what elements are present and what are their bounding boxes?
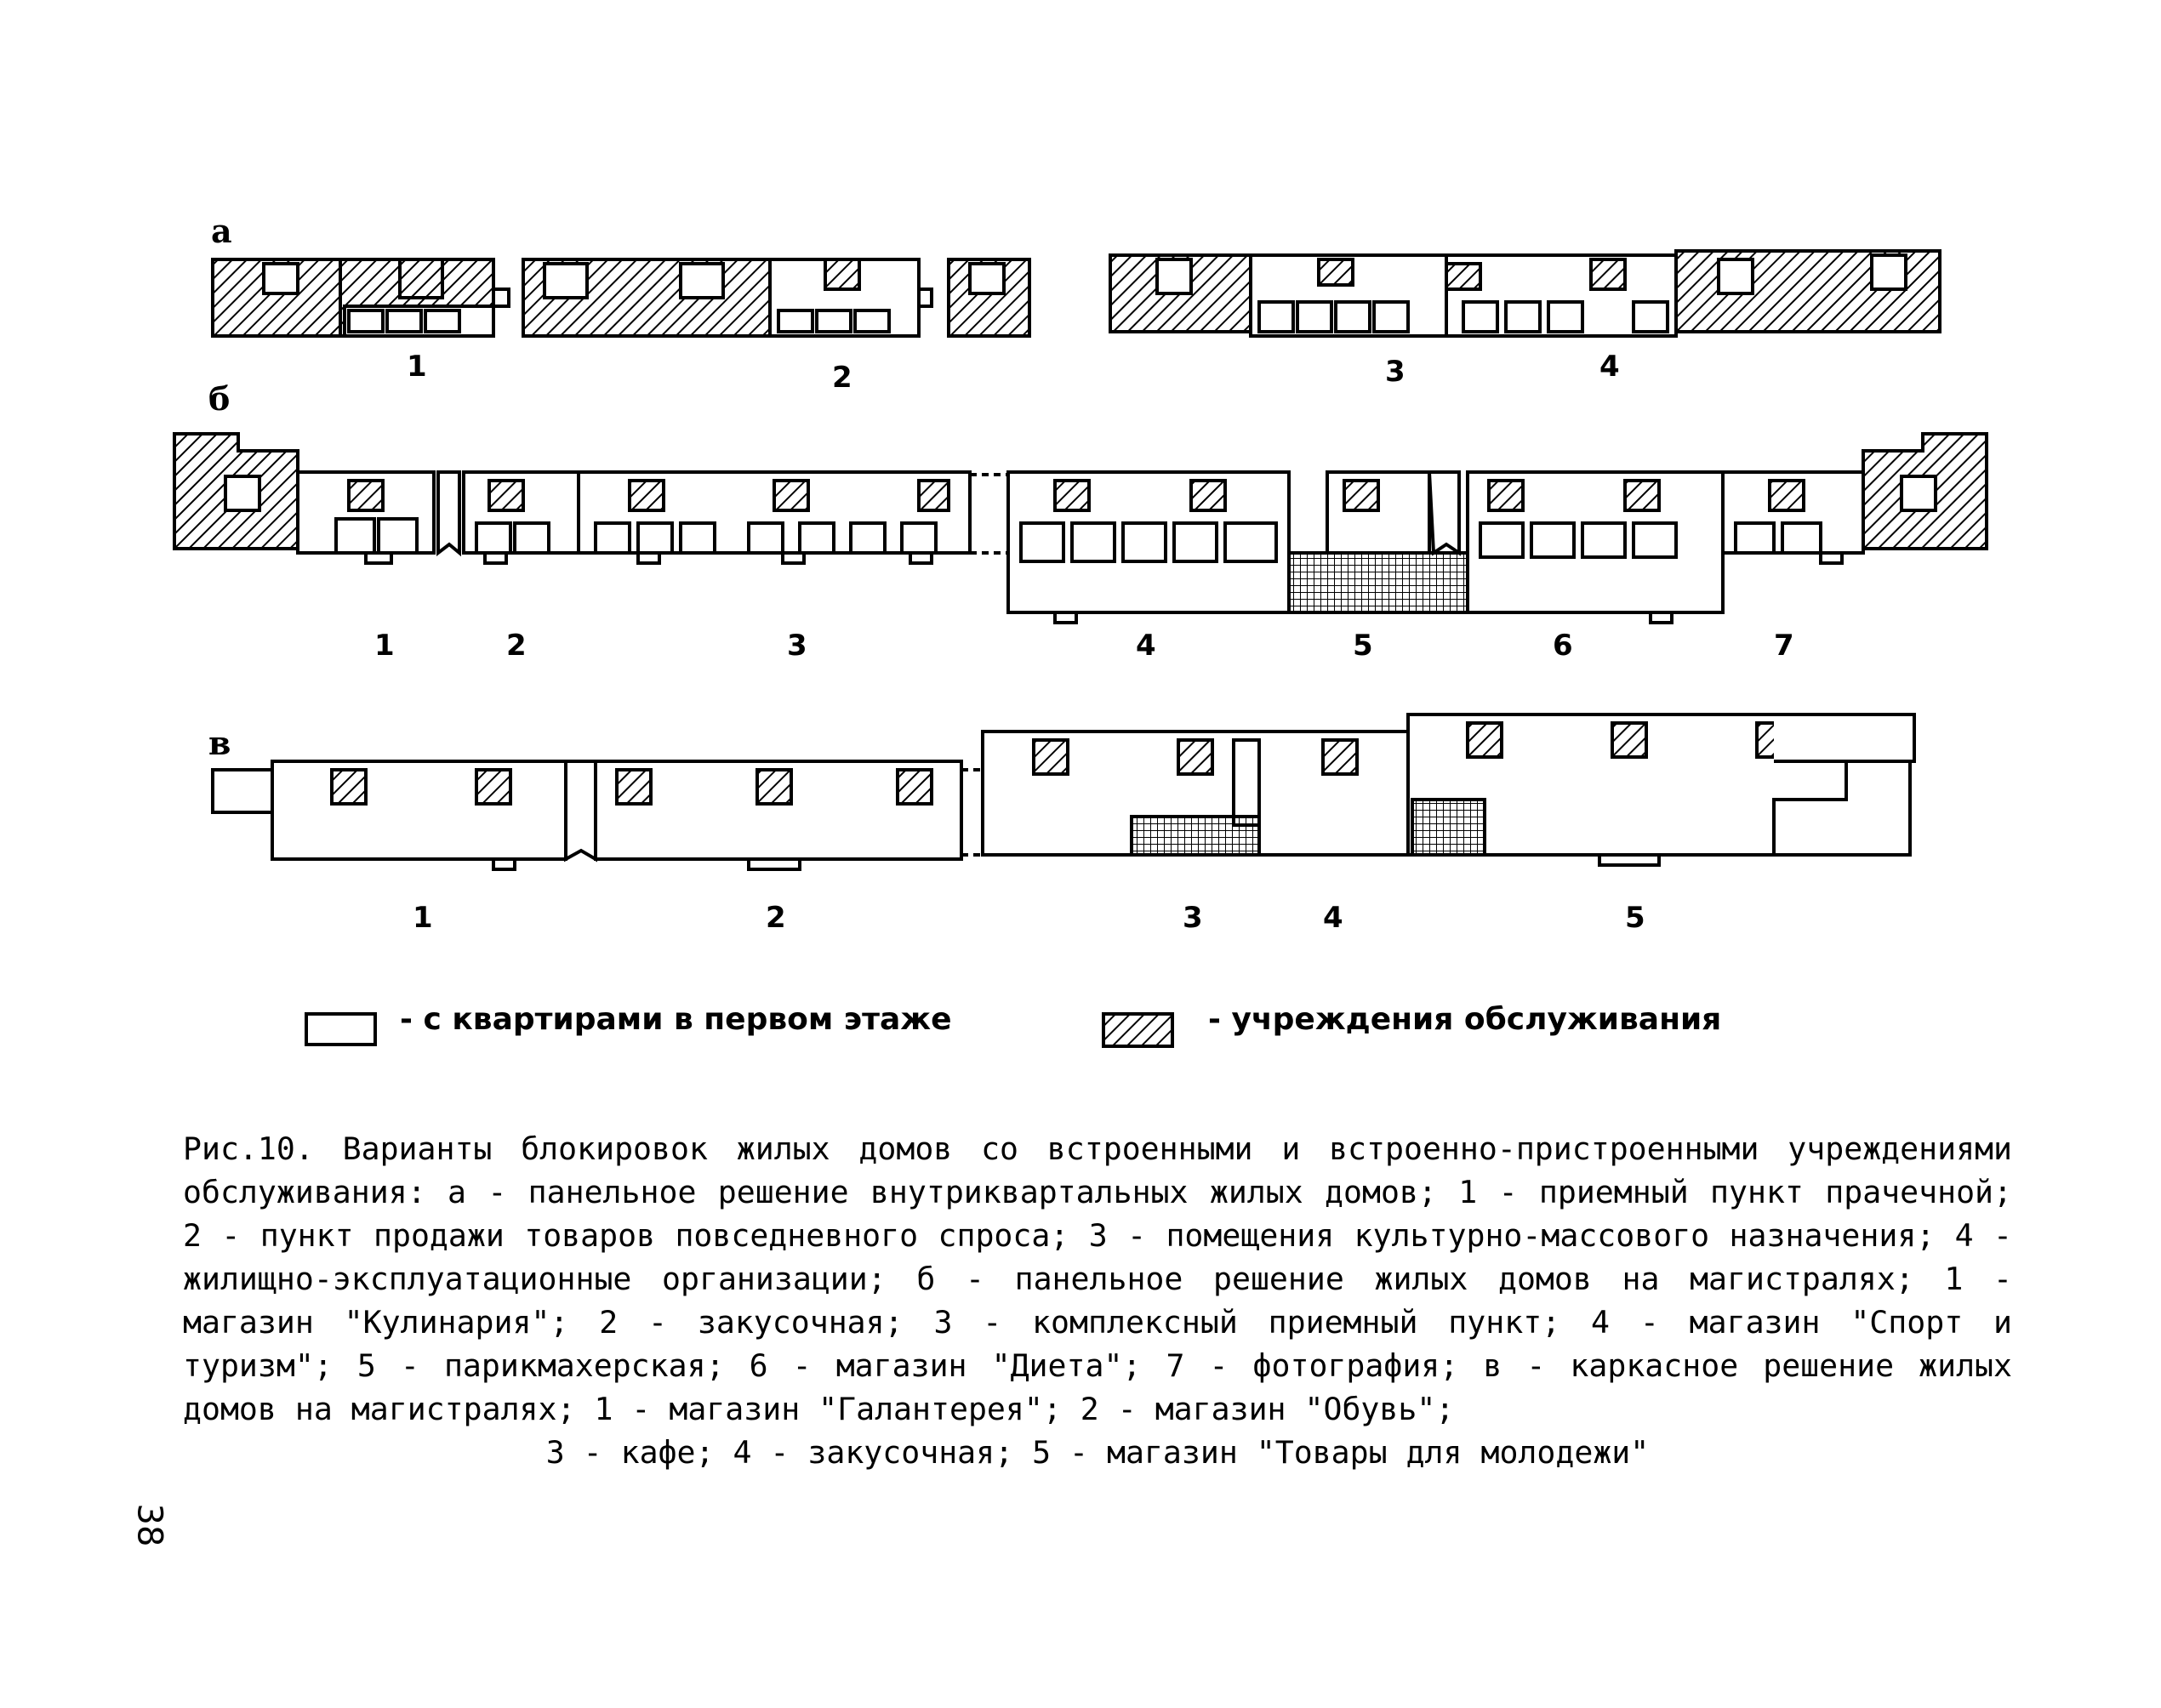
legend-apartments-label: - с квартирами в первом этаже <box>400 1002 952 1037</box>
caption-text: Рис.10. Варианты блокировок жилых домов со встроенными и встроенно-пристроенными учреждениями обслуживания: а - панельное решение внутриквартальных жилых домов; 1 - приемный пункт прачечной; 2 - пункт продажи товаров повседневного спроса; 3 - помещения культурно-массового назначения; 4 - жилищно-эксплуатационные организации; б - панельное решение жилых домов на магистралях; 1 - магазин "Кулинария"; 2 - закусочная; 3 - комплексный приемный пункт; 4 - магазин "Спорт и туризм"; 5 - парикмахерская; 6 - магазин "Диета"; 7 - фотография; в - каркасное решение жилых домов на магистралях; 1 - магазин "Галантерея"; 2 - магазин "Обувь"; <box>183 1130 2012 1427</box>
section-b-number: 4 <box>1136 629 1156 663</box>
figure-caption <box>183 1127 2012 1474</box>
section-a-number: 3 <box>1385 355 1406 389</box>
section-b-number: 1 <box>374 629 395 663</box>
section-a-number: 1 <box>407 350 427 384</box>
section-v-number: 1 <box>413 901 433 935</box>
section-b-letter: б <box>208 379 231 418</box>
section-v-number: 3 <box>1183 901 1203 935</box>
section-v-number: 2 <box>766 901 786 935</box>
section-v-plans <box>213 715 1914 869</box>
section-a-letter: а <box>211 212 232 250</box>
page-number: 38 <box>129 1503 169 1547</box>
section-b-plans <box>174 434 1987 623</box>
section-a-number: 4 <box>1599 350 1620 384</box>
legend-apartments-swatch <box>305 1012 377 1046</box>
section-b-number: 7 <box>1774 629 1794 663</box>
section-v-letter: в <box>208 724 231 762</box>
section-b-number: 3 <box>787 629 807 663</box>
section-a-number: 2 <box>832 361 852 395</box>
section-b-number: 6 <box>1553 629 1573 663</box>
section-a-plans <box>213 251 1940 336</box>
section-b-number: 2 <box>506 629 527 663</box>
legend-services-label: - учреждения обслуживания <box>1208 1002 1722 1037</box>
section-v-number: 5 <box>1625 901 1645 935</box>
section-b-number: 5 <box>1353 629 1373 663</box>
legend-services-swatch <box>1102 1012 1174 1048</box>
caption-tail: 3 - кафе; 4 - закусочная; 5 - магазин "Товары для молодежи" <box>545 1434 1650 1471</box>
section-v-number: 4 <box>1323 901 1343 935</box>
